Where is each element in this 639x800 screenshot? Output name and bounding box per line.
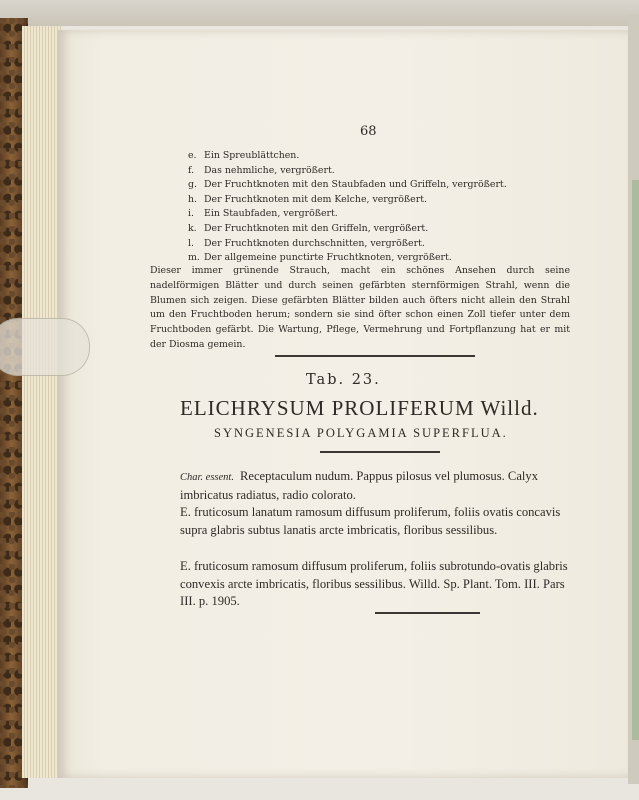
legend-item: m. Der allgemeine punctirte Fruchtknoten, vergrößert. xyxy=(188,252,452,264)
character-label: Char. essent. xyxy=(180,472,234,483)
legend-item: f. Das nehmliche, vergrößert. xyxy=(188,164,335,176)
species-description: E. fruticosum lanatum ramosum diffusum proliferum, foliis ovatis concavis supra glabris subtus lanatis arcte imbricatis, floribus sessilibus. xyxy=(180,505,561,537)
species-description: E. fruticosum ramosum diffusum proliferum, foliis subrotundo-ovatis glabris convexis arcte imbricatis, floribus sessilibus. Willd. Sp. Plant. Tom. III. Pars III. p. 1905. xyxy=(180,559,568,609)
page-clip xyxy=(0,318,90,376)
legend-item: g. Der Fruchtknoten mit den Staubfaden und Griffeln, vergrößert. xyxy=(188,179,507,191)
plate-label: Tab. 23. xyxy=(306,372,381,388)
legend-item: i. Ein Staubfaden, vergrößert. xyxy=(188,208,338,220)
legend-item: k. Der Fruchtknoten mit den Griffeln, vergrößert. xyxy=(188,222,429,234)
color-strip xyxy=(632,180,639,740)
page-stack-edge xyxy=(22,26,62,778)
divider-rule xyxy=(275,355,475,357)
legend-item: e. Ein Spreublättchen. xyxy=(188,150,300,161)
divider-rule xyxy=(375,612,480,614)
book-top-edge xyxy=(0,0,639,26)
legend-item: l. Der Fruchtknoten durchschnitten, vergrößert. xyxy=(188,237,425,249)
essential-character xyxy=(180,468,570,504)
classification-line: SYNGENESIA POLYGAMIA SUPERFLUA. xyxy=(214,426,508,440)
legend-item: h. Der Fruchtknoten mit dem Kelche, vergrößert. xyxy=(188,193,427,205)
species-title: ELICHRYSUM PROLIFERUM Willd. xyxy=(180,396,539,420)
figure-legend xyxy=(188,149,507,266)
page-number: 68 xyxy=(360,124,377,139)
description-paragraph: Dieser immer grünende Strauch, macht ein schönes Ansehen durch seine nadelförmigen Blätter und durch seinen gefärbten sternförmigen Strahl, wenn die Blumen sich zeigen. Diese gefärbten Blätter bilden auch öfters nicht allein den Strahl um den Fruchtboden herum; sondern sie sind öfter schon einen Zoll tiefer unter dem Fruchtboden gefärbt. Die Wartung, Pflege, Vermehrung und Fortpflanzung hat er mit der Diosma gemein. xyxy=(150,265,570,350)
character-text: Receptaculum nudum. Pappus pilosus vel plumosus. Calyx imbricatus radiatus, radio colorato. xyxy=(180,469,539,502)
divider-rule xyxy=(320,451,440,453)
